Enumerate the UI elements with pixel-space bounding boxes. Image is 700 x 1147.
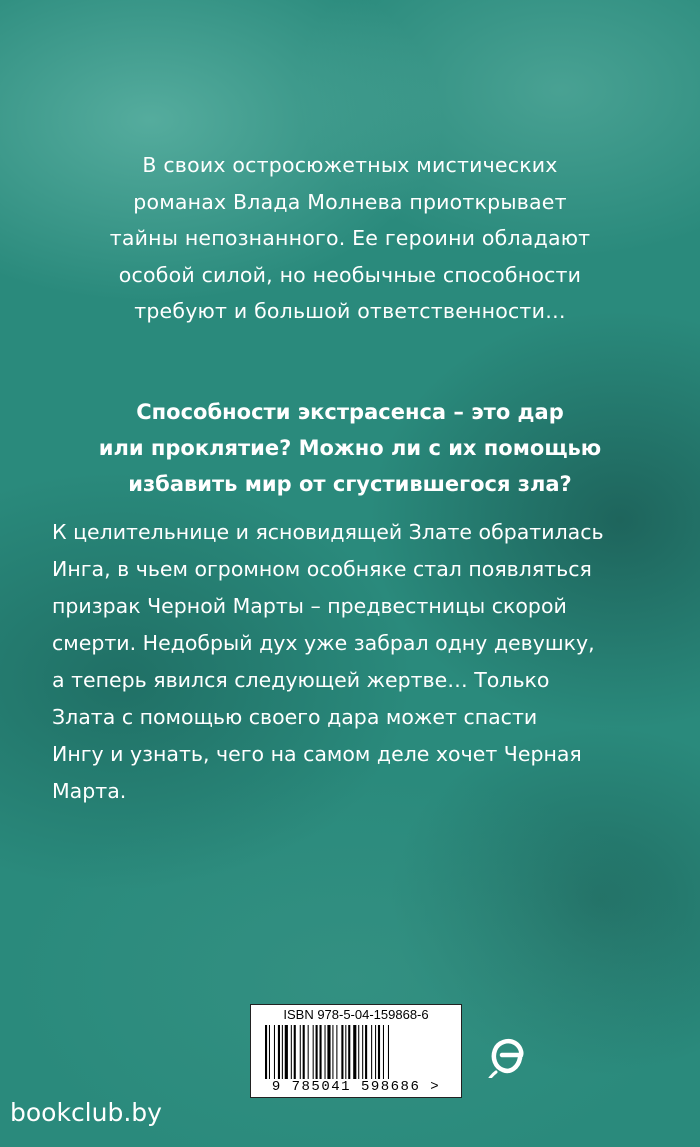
isbn-label: ISBN 978-5-04-159868-6 — [283, 1007, 429, 1022]
intro-line: романах Влада Молнева приоткрывает — [133, 189, 567, 214]
tagline — [0, 394, 700, 502]
synopsis-line: смерти. Недобрый дух уже забрал одну девушку, — [52, 631, 595, 655]
eksmo-logo-icon — [488, 1028, 528, 1078]
barcode-digits: 9 785041 598686 > — [271, 1079, 441, 1095]
intro-paragraph — [0, 147, 700, 330]
tagline-line: избавить мир от сгустившегося зла? — [128, 472, 572, 496]
synopsis-line: Ингу и узнать, чего на самом деле хочет Черная — [52, 742, 582, 766]
synopsis-line: К целительнице и ясновидящей Злате обратилась — [52, 520, 604, 544]
synopsis-line: Инга, в чьем огромном особняке стал появляться — [52, 557, 592, 581]
barcode-bars — [265, 1025, 449, 1079]
synopsis-line: а теперь явился следующей жертве… Только — [52, 668, 550, 692]
tagline-line: Способности экстрасенса – это дар — [136, 400, 564, 424]
synopsis-line: Марта. — [52, 779, 127, 803]
intro-line: тайны непознанного. Ее героини обладают — [109, 226, 591, 250]
synopsis-line: призрак Черной Марты – предвестницы скорой — [52, 594, 567, 618]
tagline-line: или проклятие? Можно ли с их помощью — [98, 436, 602, 460]
watermark-text: bookclub.by — [10, 1098, 162, 1127]
synopsis-line: Злата с помощью своего дара может спасти — [52, 705, 538, 729]
intro-line: требуют и большой ответственности… — [134, 299, 566, 323]
intro-line: В своих остросюжетных мистических — [142, 153, 558, 177]
intro-line: особой силой, но необычные способности — [118, 262, 582, 287]
synopsis-paragraph — [0, 514, 700, 810]
isbn-barcode — [250, 1004, 462, 1098]
